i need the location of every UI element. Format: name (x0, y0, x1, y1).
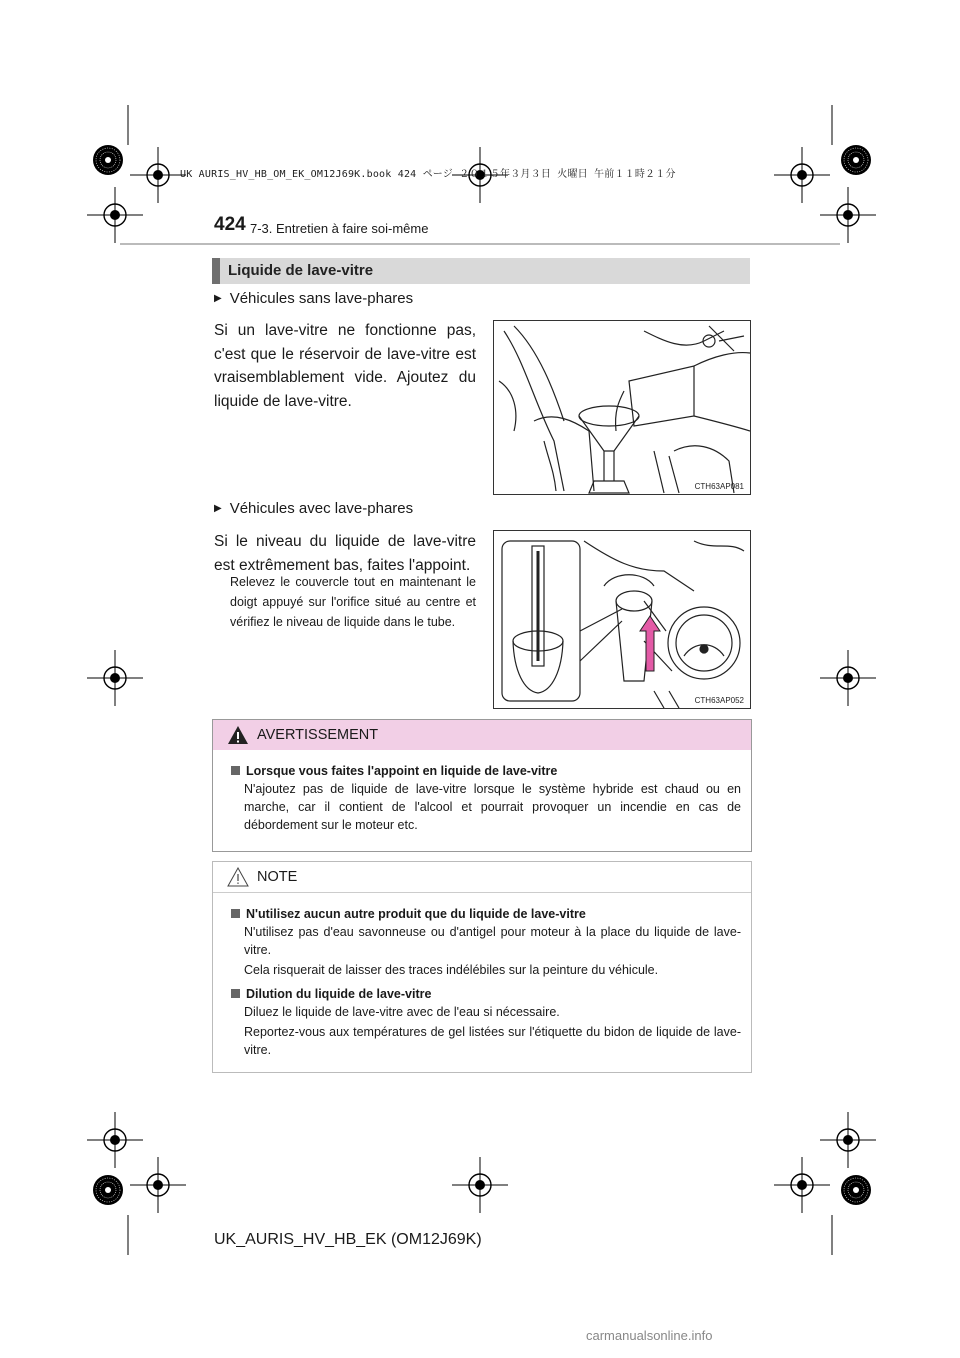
heading-text: Liquide de lave-vitre (228, 262, 374, 279)
header-rule (120, 243, 840, 245)
note-item-text: Cela risquerait de laisser des traces indélébiles sur la peinture du véhicule. (244, 963, 659, 977)
paragraph-check-level: Relevez le couvercle tout en maintenant le doigt appuyé sur l'orifice situé au centre et vérifiez le niveau de liquide dans le tube. (230, 575, 476, 629)
warning-triangle-icon (227, 725, 249, 745)
note-box (212, 861, 752, 1073)
note-body (213, 893, 751, 1071)
warning-item-text: N'ajoutez pas de liquide de lave-vitre lorsque le système hybride est chaud ou en marche, car il contient de l'alcool et pourrait provoquer un incendie en cas de débordement sur le moteur etc. (244, 782, 741, 832)
note-title: NOTE (257, 869, 298, 885)
warning-header (213, 720, 751, 750)
note-item-title: N'utilisez aucun autre produit que du liquide de lave-vitre (231, 907, 741, 921)
note-header (213, 862, 751, 893)
subheading-text: Véhicules sans lave-phares (229, 290, 414, 307)
subheading-without-headlamp-cleaners (214, 290, 413, 307)
heading-bar (212, 258, 220, 284)
footer-model-code: UK_AURIS_HV_HB_EK (OM12J69K) (214, 1231, 482, 1248)
warning-title: AVERTISSEMENT (257, 727, 379, 743)
figure-pouring-fluid (493, 320, 751, 495)
book-filename-line: UK AURIS_HV_HB_OM_EK_OM12J69K.book 424 ページ ２０１５年３月３日 火曜日 午前１１時２１分 (180, 169, 676, 180)
figure-code: CTH63AP052 (694, 696, 744, 705)
watermark: carmanualsonline.info (586, 1328, 713, 1343)
square-bullet-icon (231, 989, 240, 998)
square-bullet-icon (231, 766, 240, 775)
subheading-with-headlamp-cleaners (214, 500, 413, 517)
pouring-illustration (494, 321, 750, 494)
note-item-title: Dilution du liquide de lave-vitre (231, 987, 741, 1001)
warning-box (212, 719, 752, 852)
note-item-text: Diluez le liquide de lave-vitre avec de l'eau si nécessaire. (244, 1005, 560, 1019)
page-number: 424 (214, 214, 246, 235)
triangle-bullet-icon: ▶ (214, 293, 222, 304)
triangle-bullet-icon: ▶ (214, 503, 222, 514)
paragraph-empty-reservoir: Si un lave-vitre ne fonctionne pas, c'est que le réservoir de lave-vitre est vraisemblablement vide. Ajoutez du liquide de lave-vitre. (214, 322, 476, 410)
section-title: 7-3. Entretien à faire soi-même (250, 221, 429, 236)
warning-body (213, 750, 751, 846)
square-bullet-icon (231, 909, 240, 918)
note-item-text: N'utilisez pas d'eau savonneuse ou d'antigel pour moteur à la place du liquide de lave-vitre. (244, 925, 741, 957)
paragraph-low-level: Si le niveau du liquide de lave-vitre est extrêmement bas, faites l'appoint. (214, 533, 476, 574)
warning-item-title: Lorsque vous faites l'appoint en liquide de lave-vitre (231, 764, 741, 778)
subheading-text: Véhicules avec lave-phares (229, 500, 414, 517)
figure-code: CTH63AP081 (694, 482, 744, 491)
topic-heading (212, 258, 750, 284)
figure-check-level (493, 530, 751, 709)
caution-outline-icon (227, 867, 249, 887)
note-item-text: Reportez-vous aux températures de gel listées sur l'étiquette du bidon de liquide de lave-vitre. (244, 1025, 741, 1057)
level-check-illustration (494, 531, 750, 708)
